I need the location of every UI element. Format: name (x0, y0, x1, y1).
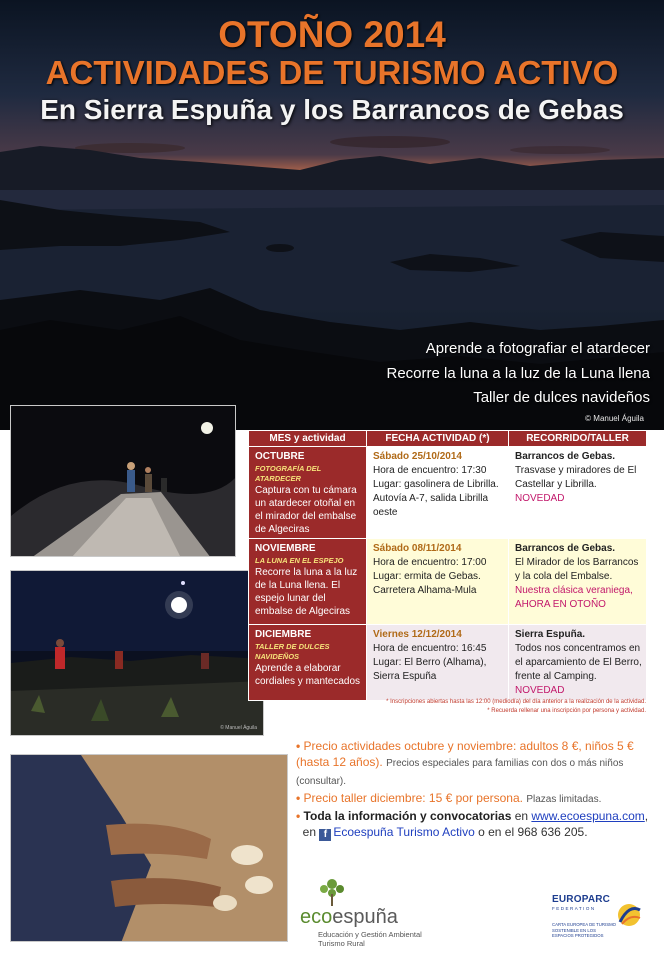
month-cell (249, 625, 367, 701)
route-title: Barrancos de Gebas. (515, 543, 616, 554)
activity-date: Sábado 08/11/2014 (373, 543, 462, 554)
month-cell (249, 539, 367, 625)
contact-en: en (511, 809, 532, 823)
eco-subtitle-line1: Educación y Gestión Ambiental (318, 930, 422, 939)
date-cell (367, 539, 509, 625)
meeting-time: Hora de encuentro: 17:30 (373, 465, 487, 476)
activity-name: FOTOGRAFÍA DEL ATARDECER (255, 464, 322, 483)
activity-description: Recorre la luna a la luz de la Luna llena. El espejo lunar del embalse de Algeciras (255, 567, 358, 617)
bullet-icon: • (296, 739, 304, 753)
ecoespuna-logo (300, 876, 430, 946)
route-cell (509, 447, 647, 539)
month-name: NOVIEMBRE (255, 543, 316, 554)
note-registration: * Inscripciones abiertas hasta las 12:00 (mediodía) del día anterior a la realización de la actividad. (386, 699, 646, 705)
activity-description: Captura con tu cámara un atardecer otoñal en el mirador del embalse de Algeciras (255, 485, 357, 535)
price-activities (296, 738, 656, 790)
price-activities-main: Precio actividades octubre y noviembre: adultos 8 €, niños 5 € (hasta 12 años). (296, 739, 634, 769)
contact-info (296, 808, 656, 841)
europarc-name: EUROPARC (552, 894, 611, 905)
photo2-credit: © Manuel Águila (220, 725, 257, 731)
table-row (249, 539, 647, 625)
meeting-place: Lugar: El Berro (Alhama), Sierra Espuña (373, 657, 487, 682)
europarc-federation: FEDERATION (552, 906, 596, 911)
month-cell (249, 447, 367, 539)
facebook-page-link[interactable]: Ecoespuña Turismo Activo (333, 825, 475, 839)
europarc-logo (552, 894, 652, 944)
table-row (249, 625, 647, 701)
contact-en2: en (302, 825, 320, 839)
meeting-place: Lugar: ermita de Gebas. Carretera Alhama-Mula (373, 571, 481, 596)
date-cell (367, 447, 509, 539)
title-season: OTOÑO 2014 (218, 14, 446, 55)
route-description: Trasvase y miradores de El Castellar y Librilla. (515, 465, 637, 490)
activity-description: Aprende a elaborar cordiales y mantecados (255, 663, 361, 687)
contact-label: Toda la información y convocatorias (303, 809, 512, 823)
eco-subtitle-line2: Turismo Rural (318, 939, 365, 948)
route-title: Barrancos de Gebas. (515, 451, 616, 462)
date-cell (367, 625, 509, 701)
activity-name: TALLER DE DULCES NAVIDEÑOS (255, 642, 330, 661)
route-note: NOVEDAD (515, 685, 565, 696)
header-date: FECHA ACTIVIDAD (*) (367, 431, 509, 447)
table-row (249, 447, 647, 539)
phone-text: o en el 968 636 205. (474, 825, 588, 839)
route-cell (509, 539, 647, 625)
tagline-moon: Recorre la luna a la luz de la Luna llena (386, 365, 650, 382)
price-workshop-small: Plazas limitadas. (526, 794, 602, 805)
title-activities: ACTIVIDADES DE TURISMO ACTIVO (45, 54, 619, 91)
meeting-time: Hora de encuentro: 16:45 (373, 643, 487, 654)
europarc-emblem-icon (614, 900, 644, 930)
route-note: NOVEDAD (515, 493, 565, 504)
activity-date: Viernes 12/12/2014 (373, 629, 462, 640)
activities-table (248, 430, 646, 696)
route-cell (509, 625, 647, 701)
table-header-row (249, 431, 647, 447)
price-workshop (296, 790, 656, 808)
baking-workshop-photo (10, 754, 288, 942)
night-hike-photo (10, 405, 236, 557)
header-route: RECORRIDO/TALLER (509, 431, 647, 447)
europarc-charter: CARTA EUROPEA DE TURISMO SOSTENIBLE EN LOS ESPACIOS PROTEGIDOS (552, 922, 616, 938)
note-per-person: * Recuerda rellenar una inscripción por persona y actividad. (487, 708, 646, 714)
route-description: Todos nos concentramos en el aparcamiento de El Berro, frente al Camping. (515, 643, 642, 682)
tagline-sweets: Taller de dulces navideños (473, 389, 650, 406)
eco-subtitle (318, 930, 422, 948)
eco-brand-name (300, 906, 398, 929)
price-workshop-main: Precio taller diciembre: 15 € por persona. (303, 791, 523, 805)
website-link[interactable]: www.ecoespuna.com (531, 809, 645, 823)
hero-banner (0, 0, 664, 430)
meeting-place: Lugar: gasolinera de Librilla. Autovía A-7, salida Librilla oeste (373, 479, 499, 518)
eco-brand-suffix: espuña (332, 906, 398, 928)
route-note: Nuestra clásica veraniega, AHORA EN OTOÑO (515, 585, 633, 610)
table-notes (248, 698, 646, 716)
meeting-time: Hora de encuentro: 17:00 (373, 557, 487, 568)
tree-icon (312, 876, 352, 906)
facebook-icon: f (319, 829, 331, 841)
header-month: MES y actividad (249, 431, 367, 447)
month-name: OCTUBRE (255, 451, 305, 462)
route-title: Sierra Espuña. (515, 629, 586, 640)
tagline-photography: Aprende a fotografiar el atardecer (425, 340, 650, 357)
title-location: En Sierra Espuña y los Barrancos de Gebas (40, 94, 624, 125)
eco-brand-prefix: eco (300, 906, 333, 928)
price-activities-small: Precios especiales para familias con dos o más niños (consultar). (296, 758, 624, 787)
info-section (296, 738, 656, 841)
activity-date: Sábado 25/10/2014 (373, 451, 462, 462)
activity-name: LA LUNA EN EL ESPEJO (255, 556, 344, 565)
bullet-icon: • (296, 791, 304, 805)
photo-credit: © Manuel Águila (585, 414, 644, 423)
contact-comma: , (644, 809, 649, 823)
month-name: DICIEMBRE (255, 629, 312, 640)
full-moon-hike-photo (10, 570, 264, 736)
bullet-icon: • (296, 809, 304, 823)
route-description: El Mirador de los Barrancos y la cola del Embalse. (515, 557, 639, 582)
